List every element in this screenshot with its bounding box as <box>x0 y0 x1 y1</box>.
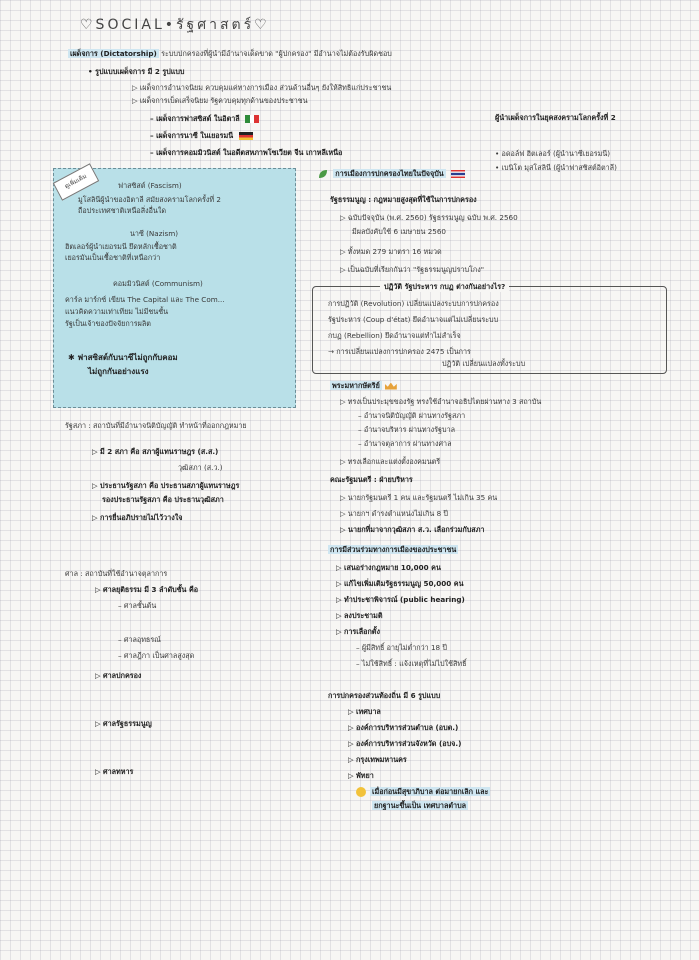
parliament-item-5: ▷ การยื่นอภิปรายไม่ไว้วางใจ <box>92 513 183 522</box>
nazi-item <box>150 130 253 141</box>
cabinet-item-1: ▷ นายกรัฐมนตรี 1 คน และรัฐมนตรี ไม่เกิน 35 คน <box>340 493 498 502</box>
court-item-5: ▷ ศาลปกครอง <box>95 671 142 680</box>
local-gov-item-4: ▷ กรุงเทพมหานคร <box>348 755 407 764</box>
court-item-1: ▷ ศาลยุติธรรม มี 3 ลำดับชั้น คือ <box>95 585 199 594</box>
box-tag: ดูเพิ่มเติม <box>53 163 99 200</box>
local-gov-item-3: ▷ องค์การบริหารส่วนจังหวัด (อบจ.) <box>348 739 462 748</box>
parliament-item-4: รองประธานรัฐสภา คือ ประธานวุฒิสภา <box>102 495 224 504</box>
court-item-3: – ศาลอุทธรณ์ <box>118 635 161 644</box>
communism-heading: คอมมิวนิสต์ (Communism) <box>113 279 203 288</box>
thai-politics-label: การเมืองการปกครองไทยในปัจจุบัน <box>335 169 444 178</box>
constitution-item-4: ▷ เป็นฉบับที่เรียกกันว่า "รัฐธรรมนูญปราบโกง" <box>340 265 485 274</box>
parliament-item-3: ▷ ประธานรัฐสภา คือ ประธานสภาผู้แทนราษฎร <box>92 481 240 490</box>
local-gov-heading: การปกครองส่วนท้องถิ่น มี 6 รูปแบบ <box>328 691 441 700</box>
leaf-icon <box>318 169 328 179</box>
king-heading <box>330 380 397 391</box>
local-gov-item-5: ▷ พัทยา <box>348 771 374 780</box>
participation-item-1: ▷ เสนอร่างกฎหมาย 10,000 คน <box>336 563 441 572</box>
constitution-item-2: มีผลบังคับใช้ 6 เมษายน 2560 <box>352 227 446 236</box>
box-note-2: ไม่ถูกกันอย่างแรง <box>88 367 149 376</box>
king-item-5: ▷ ทรงเลือกและแต่งตั้งองคมนตรี <box>340 457 441 466</box>
parliament-heading: รัฐสภา : สถาบันที่มีอำนาจนิติบัญญัติ ทำหน้าที่ออกกฎหมาย <box>65 421 247 430</box>
king-item-1: ▷ ทรงเป็นประมุขของรัฐ ทรงใช้อำนาจอธิปไตยผ่านทาง 3 สถาบัน <box>340 397 542 406</box>
parliament-item-1: ▷ มี 2 สภา คือ สภาผู้แทนราษฎร (ส.ส.) <box>92 447 219 456</box>
thai-politics-heading <box>318 168 465 179</box>
participation-label: การมีส่วนร่วมทางการเมืองของประชาชน <box>330 545 457 554</box>
local-gov-note-2: ยกฐานะขึ้นเป็น เทศบาลตำบล <box>374 801 467 810</box>
king-item-3: – อำนาจบริหาร ผ่านทางรัฐบาล <box>358 425 456 434</box>
constitution-heading: รัฐธรรมนูญ : กฎหมายสูงสุดที่ใช้ในการปกครอง <box>330 195 477 204</box>
constitution-item-3: ▷ ทั้งหมด 279 มาตรา 16 หมวด <box>340 247 442 256</box>
participation-heading <box>328 544 458 555</box>
revolution-heading: ปฏิวัติ รัฐประหาร กบฏ ต่างกันอย่างไร? <box>380 281 509 292</box>
court-item-7: ▷ ศาลทหาร <box>95 767 134 776</box>
smiley-icon <box>356 787 366 797</box>
dictatorship-heading <box>68 48 392 59</box>
page-title: ♡SOCIAL•รัฐศาสตร์♡ <box>80 17 270 33</box>
revolution-text-3: กบฏ (Rebellion) ยึดอำนาจแต่ทำไม่สำเร็จ <box>328 331 461 340</box>
participation-item-4: ▷ ลงประชามติ <box>336 611 383 620</box>
court-heading: ศาล : สถาบันที่ใช้อำนาจตุลาการ <box>65 569 168 578</box>
king-item-4: – อำนาจตุลาการ ผ่านทางศาล <box>358 439 452 448</box>
participation-item-5: ▷ การเลือกตั้ง <box>336 627 380 636</box>
form-authoritarian: ▷ เผด็จการอำนาจนิยม ควบคุมแค่ทางการเมือง ส่วนด้านอื่นๆ ยังให้สิทธิแก่ประชาชน <box>132 83 392 92</box>
leader-hitler: • อดอล์ฟ ฮิตเลอร์ (ผู้นำนาซีเยอรมนี) <box>495 149 611 158</box>
fascism-text-2: ถือประเทศชาติเหนือสิ่งอื่นใด <box>78 206 167 215</box>
thailand-flag-icon <box>451 170 465 178</box>
leaders-heading: ผู้นำเผด็จการในยุคสงครามโลกครั้งที่ 2 <box>495 113 616 122</box>
cabinet-item-3: ▷ นายกที่มาจากวุฒิสภา ส.ว. เลือกร่วมกับสภา <box>340 525 485 534</box>
cabinet-heading: คณะรัฐมนตรี : ฝ่ายบริหาร <box>330 475 413 484</box>
participation-item-7: – ไม่ใช้สิทธิ์ : แจ้งเหตุที่ไม่ไปใช้สิทธิ์ <box>356 659 467 668</box>
revolution-text-4: → การเปลี่ยนแปลงการปกครอง 2475 เป็นการ <box>328 347 471 356</box>
leader-mussolini: • เบนิโต มุสโสลินี (ผู้นำฟาสซิสต์อิตาลี) <box>495 163 617 172</box>
communism-text-1: คาร์ล มาร์กซ์ เขียน The Capital และ The Com... <box>65 295 225 304</box>
king-label: พระมหากษัตริย์ <box>332 381 380 390</box>
box-note: ✱ ฟาสซิสต์กับนาซีไม่ถูกกับคอม <box>68 353 178 362</box>
local-gov-note-line2 <box>372 800 468 811</box>
crown-icon <box>385 383 397 390</box>
fascist-item <box>150 113 259 124</box>
king-item-2: – อำนาจนิติบัญญัติ ผ่านทางรัฐสภา <box>358 411 466 420</box>
local-gov-item-2: ▷ องค์การบริหารส่วนตำบล (อบต.) <box>348 723 459 732</box>
participation-item-6: – ผู้มีสิทธิ์ อายุไม่ต่ำกว่า 18 ปี <box>356 643 447 652</box>
local-gov-note <box>356 786 490 797</box>
forms-heading: • รูปแบบเผด็จการ มี 2 รูปแบบ <box>88 67 185 76</box>
local-gov-note-1: เมื่อก่อนมีสุขาภิบาล ต่อมายกเลิก และ <box>372 787 489 796</box>
participation-item-2: ▷ แก้ไขเพิ่มเติมรัฐธรรมนูญ 50,000 คน <box>336 579 464 588</box>
nazism-text-1: ฮิตเลอร์ผู้นำเยอรมนี ยึดหลักเชื้อชาติ <box>65 242 177 251</box>
revolution-text-1: การปฏิวัติ (Revolution) เปลี่ยนแปลงระบบการปกครอง <box>328 299 499 308</box>
germany-flag-icon <box>239 132 253 140</box>
revolution-text-2: รัฐประหาร (Coup d'état) ยึดอำนาจแต่ไม่เปลี่ยนระบบ <box>328 315 499 324</box>
dictatorship-label: เผด็จการ (Dictatorship) <box>70 49 157 58</box>
communism-text-2: แนวคิดความเท่าเทียม ไม่มีชนชั้น <box>65 307 169 316</box>
fascist-label: – เผด็จการฟาสซิสต์ ในอิตาลี <box>150 114 240 123</box>
communism-text-3: รัฐเป็นเจ้าของปัจจัยการผลิต <box>65 319 151 328</box>
constitution-item-1: ▷ ฉบับปัจจุบัน (พ.ศ. 2560) รัฐธรรมนูญ ฉบับ พ.ศ. 2560 <box>340 213 518 222</box>
nazism-text-2: เยอรมันเป็นเชื้อชาติที่เหนือกว่า <box>65 253 161 262</box>
form-totalitarian: ▷ เผด็จการเบ็ดเสร็จนิยม รัฐควบคุมทุกด้านของประชาชน <box>132 96 308 105</box>
dictatorship-desc: ระบบปกครองที่ผู้นำมีอำนาจเด็ดขาด "ผู้ปกครอง" มีอำนาจไม่ต้องรับผิดชอบ <box>161 49 392 58</box>
parliament-item-2: วุฒิสภา (ส.ว.) <box>178 463 223 472</box>
revolution-text-5: ปฏิวัติ เปลี่ยนแปลงทั้งระบบ <box>442 359 526 368</box>
local-gov-item-1: ▷ เทศบาล <box>348 707 381 716</box>
fascism-heading: ฟาสซิสต์ (Fascism) <box>118 181 182 190</box>
court-item-4: – ศาลฎีกา เป็นศาลสูงสุด <box>118 651 195 660</box>
communist-item: – เผด็จการคอมมิวนิสต์ ในอดีตสหภาพโซเวียต จีน เกาหลีเหนือ <box>150 148 343 157</box>
fascism-text-1: มูโสลินีผู้นำของอิตาลี สมัยสงครามโลกครั้งที่ 2 <box>78 195 221 204</box>
court-item-2: – ศาลชั้นต้น <box>118 601 157 610</box>
nazism-heading: นาซี (Nazism) <box>130 229 179 238</box>
participation-item-3: ▷ ทำประชาพิจารณ์ (public hearing) <box>336 595 465 604</box>
court-item-6: ▷ ศาลรัฐธรรมนูญ <box>95 719 152 728</box>
cabinet-item-2: ▷ นายกฯ ดำรงตำแหน่งไม่เกิน 8 ปี <box>340 509 448 518</box>
nazi-label: – เผด็จการนาซี ในเยอรมนี <box>150 131 234 140</box>
italy-flag-icon <box>245 115 259 123</box>
